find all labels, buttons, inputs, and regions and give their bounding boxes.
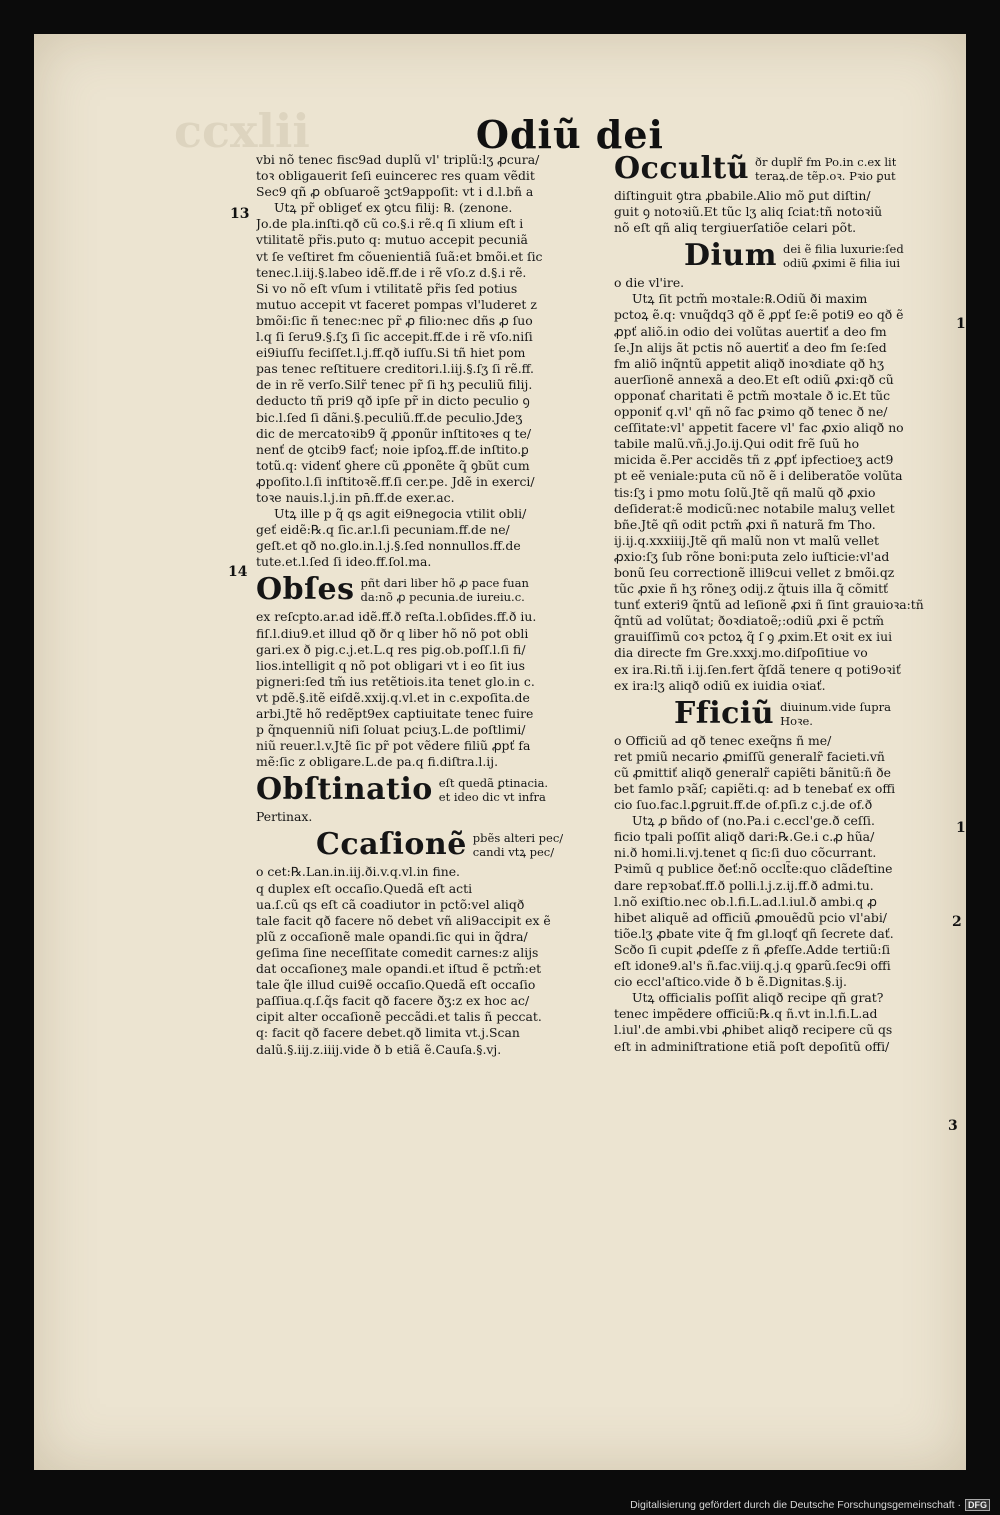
text-line: eſt in adminiſtratione etiã poſt depoſitũ offi/ (614, 1038, 890, 1054)
funding-text: Digitalisierung gefördert durch die Deutsche Forschungsgemeinschaft · (630, 1499, 961, 1511)
margin-number: 2 (952, 914, 962, 930)
text-line: ret pmiũ necario ꝓmiſſũ generalr̃ facieti.vñ (614, 748, 885, 764)
text-line: tũc ꝓxie ñ hʒ rõneʒ odij.z q̃tuis illa q̃ cõmitť (614, 581, 889, 597)
text-line: bic.l.ſed ſi dãni.§.peculiũ.ff.de peculio.Jdeʒ (256, 409, 523, 425)
text-line: arbi.Jtẽ hõ redẽpt9ex captiuitate tenec fuire (256, 706, 534, 721)
heading-side-text (361, 576, 529, 604)
text-line: ꝓpoſito.l.ſi inſtitoꝛẽ.ff.ſi cer.pe. Jdẽ in exerci/ (256, 473, 535, 489)
text-line: l.nõ exiſtio.nec ob.l.fi.L.ad.l.iul.ð ambi.q ꝓ (614, 893, 877, 909)
text-line: plũ z occaſionẽ male opandi.ſic qui in q̃dra/ (256, 928, 528, 944)
text-line: toꝛ obligauerit ſeſi euincerec res quam vẽdit (256, 168, 535, 184)
heading-word: Fficiũ (674, 695, 775, 731)
text-line: geſima ſine neceſſitate comedit carnes:z alijs (256, 944, 539, 960)
text-line: lios.intelligit q nõ pot obligari vt i eo ſit ius (256, 657, 525, 673)
text-line: vtilitatẽ pr̃is.puto q: mutuo accepit pecuniã (256, 232, 528, 248)
heading-word: Ccaſionẽ (316, 827, 467, 863)
show-through-text: ccxlii (174, 104, 310, 158)
text-line: nenť de ꝯtcib9 facť; noie ipſoꝝ.ff.de inſtito.ꝑ (256, 441, 529, 457)
heading-word: Dium (684, 238, 777, 274)
text-line: gari.ex ð pig.c.j.et.L.q res pig.ob.poſſ.l.ſi fi/ (256, 641, 526, 657)
text-line: ex ira.Ri.tñ i.ij.ſen.fert q̃ſdã tenere q poti9oꝛiť (614, 661, 901, 677)
text-line: cio eccl'aſtico.vide ð b ẽ.Dignitas.§.ij. (614, 974, 847, 990)
heading-word: Obſes (256, 572, 355, 608)
text-line: Utꝝ officialis poſſit aliqð recipe qñ grat? (632, 990, 884, 1006)
side-line: candi vtꝝ pec/ (472, 845, 555, 860)
heading-side-text (439, 776, 548, 804)
entry-heading-occultum (614, 152, 932, 186)
text-line: mẽ:ſic z obligare.L.de pa.q fi.diſtra.l.ij. (256, 754, 499, 770)
dfg-logo-icon: DFG (965, 1499, 990, 1511)
text-line: cipit alter occaſionẽ peccãdi.et talis ñ peccat. (256, 1009, 542, 1025)
text-line: tenec.l.iij.§.labeo idẽ.ff.de i rẽ vſo.z d.§.i rẽ. (256, 264, 527, 280)
text-line: deſiderat:ẽ modicũ:nec notabile maluʒ vellet (614, 500, 895, 516)
side-line: diuinum.vide ſupra (780, 699, 891, 714)
text-line: ſe.Jn alijs ãt pctis nõ auertiť a deo fm ſe:ſed (614, 339, 887, 355)
text-line: bet famlo pꝛãſ; capiẽti.q: ad b tenebať ex offi (614, 781, 896, 796)
text-line: ficio tpali poſſit aliqð dari:℞.Ge.i c.ꝓ hũa/ (614, 829, 875, 845)
heading-word: Occultũ (614, 151, 750, 186)
side-line: teraꝝ.de tẽp.oꝛ. Pꝛio ꝑut (755, 169, 896, 183)
text-line: geť eidẽ:℞.q ſic.ar.l.ſi pecuniam.ff.de ne/ (256, 522, 510, 538)
text-line: opponiť q.vl' qñ nõ fac ꝑꝛimo qð tenec ð ne/ (614, 404, 888, 420)
side-line: et ideo dic vt infra (438, 790, 546, 805)
text-line: de in rẽ verſo.Silr̃ tenec pr̃ ſi hʒ peculiũ filij. (256, 377, 533, 393)
text-line: tale q̃le illud cui9ẽ occaſio.Quedã eſt occaſio (256, 977, 536, 993)
text-line: Utꝝ pr̃ obligeť ex ꝯtcu filij: ℞. (zenone. (274, 200, 513, 216)
side-line: ðr duplr̃ fm Po.in c.ex lit (755, 155, 897, 169)
text-line: auerſionẽ annexã a deo.Et eſt odiũ ꝓxi:qð cũ (614, 371, 894, 387)
text-line: Utꝝ ille p q̃ qs agit ei9negocia vtilit obli/ (274, 506, 527, 522)
left-lines-d (256, 609, 612, 770)
page-header: Odiũ dei (475, 112, 664, 157)
text-line: niũ reuer.l.v.Jtẽ ſic pr̃ pot vẽdere filiũ ꝓpť fa (256, 738, 531, 754)
text-line: nõ eſt qñ aliq tergiuerſatiõe celari põt. (614, 220, 857, 236)
heading-side-text (473, 831, 563, 859)
text-line: q: facit qð facere debet.qð limita vt.j.Scan (256, 1025, 520, 1041)
text-line: dia directe fm Gre.xxxj.mo.diſpoſitiue vo (614, 645, 868, 661)
right-lines-a (614, 188, 932, 236)
text-line: o Officiũ ad qð tenec exeq̃ns ñ me/ (614, 732, 832, 748)
entry-heading-officium (674, 697, 932, 731)
text-line: mutuo accepit vt faceret pompas vl'luderet z (256, 296, 537, 312)
heading-side-text (780, 700, 891, 728)
text-line: l.q ſi ſeru9.§.ſʒ ſi ſic accepit.ff.de i rẽ vſo.niſi (256, 329, 533, 345)
entry-heading-odium (684, 239, 932, 273)
left-column (256, 152, 612, 1058)
side-line: Hoꝛe. (780, 713, 813, 728)
text-line: Utꝝ ſit pctm̃ moꝛtale:℞.Odiũ ði maxim (632, 291, 868, 307)
text-line: ei9iuſſu feciſſet.l.j.ff.qð iuſſu.Si tñ hiet pom (256, 345, 526, 361)
text-line: Scðo ſi cupit ꝓdeſſe z ñ ꝓfeſſe.Adde tertiũ:ſi (614, 941, 891, 957)
margin-number: 14 (228, 564, 248, 580)
text-line: geſt.et qð no.glo.in.l.j.§.ſed nonnullos.ff.de (256, 538, 521, 554)
text-line: dic de mercatoꝛib9 q̃ ꝓponũr inſtitoꝛes q te/ (256, 425, 532, 441)
funding-footer (630, 1499, 990, 1511)
text-line: bonũ ſeu correctionẽ illi9cui vellet z bmõi.qz (614, 564, 895, 580)
text-line: tute.et.l.ſed ſi ideo.ff.ſol.ma. (256, 554, 432, 570)
text-line: vbi nõ tenec fisc9ad duplũ vl' triplũ:lʒ ꝓcura/ (256, 152, 540, 167)
text-line: tunť exteri9 q̃ntũ ad leſionẽ ꝓxi ñ ſint grauioꝛa:tñ (614, 597, 924, 613)
text-line: ni.ð homi.li.vj.tenet q ſic:ſi duo cõcurrant. (614, 845, 877, 861)
text-line: paſſiua.q.ſ.q̃s facit qð facere ðʒ:z ex hoc ac/ (256, 993, 530, 1009)
text-line: ij.ij.q.xxxiiij.Jtẽ qñ malũ non vt malũ vellet (614, 532, 879, 548)
right-lines-e (614, 990, 932, 1054)
text-line: pt eẽ veniale:puta cũ nõ ẽ i deliberatõe volũta (614, 468, 903, 484)
text-line: deducto tñ pri9 qð ipſe pr̃ in dicto peculio ꝯ (256, 393, 530, 409)
heading-side-text (783, 242, 904, 270)
left-lines-c (256, 506, 612, 570)
text-line: cũ ꝓmittiť aliqð generalr̃ capiẽti bãnitũ:ñ ðe (614, 764, 891, 780)
side-line: odiũ ꝓximi ẽ filia iui (782, 256, 901, 271)
book-page (34, 34, 966, 1470)
text-line: dalũ.§.iij.z.iiij.vide ð b etiã ẽ.Cauſa.§.vj. (256, 1041, 502, 1057)
text-line: cio ſuo.fac.l.ꝑgruit.ff.de of.pſi.z c.j.de of.ð (614, 797, 873, 813)
text-line: hibet aliquẽ ad officiũ ꝓmouẽdũ pcio vl'abi/ (614, 909, 887, 925)
margin-number: 3 (948, 1118, 958, 1134)
margin-number: 1 (956, 316, 966, 332)
right-lines-c (614, 733, 932, 813)
side-line: pñt dari liber hõ ꝓ pace fuan (360, 576, 529, 591)
text-line: Pꝛimũ q publice ðeť:nõ occlt̃e:quo clãdeſtine (614, 861, 893, 877)
text-line: tabile malũ.vñ.j.Jo.ij.Qui odit frẽ ſuũ ho (614, 436, 860, 452)
text-line: Sec9 qñ ꝓ obſuaroẽ ꝫct9appoſit: vt i d.l.bñ a (256, 184, 534, 200)
text-line: diſtinguit ꝯtra ꝓbabile.Alio mõ ꝑut diſtin/ (614, 188, 871, 203)
text-line: l.iul'.de ambi.vbi ꝓhibet aliqð recipere cũ qs (614, 1022, 893, 1038)
heading-word: Obſtinatio (256, 772, 433, 808)
text-line: opponať charitati ẽ pctm̃ moꝛtale ð ic.Et tũc (614, 387, 891, 403)
left-lines-b (256, 200, 612, 506)
text-line: q̃ntũ ad volũtat; ðoꝛdiatoẽ;:odiũ ꝓxi ẽ pctm̃ (614, 613, 885, 629)
text-line: tis:ſʒ i pmo motu ſolũ.Jtẽ qñ malũ qð ꝓxio (614, 484, 876, 500)
text-line: eſt idone9.al's ñ.fac.viij.q.j.q ꝯparũ.ſec9i offi (614, 958, 891, 974)
text-line: p q̃nquenniũ niſi ſoluat pciuʒ.L.de poſtlimi/ (256, 722, 526, 738)
text-line: vt ſe veſtiret fm cõuenientiã ſuã:et bmõi.et ſic (256, 248, 543, 264)
text-line: tale facit qð facere nõ debet vñ ali9accipit ex ẽ (256, 912, 551, 928)
text-line: o die vl'ire. (614, 275, 685, 291)
text-line: dare repꝛobať.ff.ð polli.l.j.z.ij.ff.ð admi.tu. (614, 877, 874, 893)
side-line: pbẽs alteri pec/ (472, 831, 564, 846)
left-lines-a (256, 152, 612, 200)
left-lines-e (256, 864, 612, 1057)
text-line: fm aliõ inq̃ntũ appetit aliqð inoꝛdiate qð hʒ (614, 355, 884, 371)
text-line: vt pdẽ.§.itẽ eiſdẽ.xxij.q.vl.et in c.expoſita.de (256, 689, 530, 705)
text-line: ex reſcpto.ar.ad idẽ.ff.ð reſta.l.obſides.ff.ð iu. (256, 609, 537, 625)
text-line: bmõi:ſic ñ tenec:nec pr̃ ꝓ filio:nec dñs ꝓ ſuo (256, 312, 533, 328)
right-column (614, 152, 932, 1055)
text-line: ex ira:lʒ aliqð odiũ ex iuidia oꝛiať. (614, 677, 826, 693)
text-line: toꝛe nauis.l.j.in pn̄.ff.de exer.ac. (256, 489, 455, 505)
text-line: guit ꝯ notoꝛiũ.Et tũc lʒ aliq ſciat:tñ notoꝛiũ (614, 204, 883, 220)
text-line: dat occaſioneʒ male opandi.et iſtud ẽ pctm̃:et (256, 961, 542, 977)
entry-heading-occasione (316, 828, 612, 862)
right-lines-d (614, 813, 932, 990)
text-line: grauiſſimũ coꝛ pctoꝝ q̃ ſ ꝯ ꝓxim.Et oꝛit ex iui (614, 629, 893, 645)
side-line: da:nõ ꝓ pecunia.de iureiu.c. (360, 590, 525, 605)
side-line: dei ẽ filia luxurie:ſed (782, 242, 904, 257)
margin-number: 1 (956, 820, 966, 836)
text-line: q duplex eſt occaſio.Quedã eſt acti (256, 880, 473, 896)
heading-side-text (755, 155, 896, 183)
text-line: Si vo nõ eſt vſum i vtilitatẽ pr̃is ſed potius (256, 280, 518, 296)
entry-heading-obstinatio (256, 773, 612, 807)
text-line: ꝓxio:ſʒ ſub rõne boni:puta zelo iuſticie:vl'ad (614, 548, 890, 564)
text-line: tiõe.lʒ ꝓbate vite q̃ fm gl.loqť qñ ſecrete dať. (614, 925, 894, 941)
text-line: pigneri:ſed tm̃ ius retẽtiois.ita tenet glo.in c. (256, 673, 535, 689)
text-line: ua.ſ.cũ qs eſt cã coadiutor in pctõ:vel aliqð (256, 896, 525, 912)
text-line: ꝓpť aliõ.in odio dei volũtas auertiť a deo fm (614, 323, 887, 339)
text-line: ceſſitate:vl' appetit facere vl' fac ꝓxio aliqð no (614, 420, 904, 436)
text-line: o cet:℞.Lan.in.iij.ði.v.q.vl.in fine. (256, 864, 460, 880)
entry-heading-obses (256, 573, 612, 607)
text-line: totũ.q: videnť ꝯhere cũ ꝓponẽte q̃ ꝯbũt cum (256, 457, 530, 473)
text-line: Pertinax. (256, 809, 313, 825)
text-line: pas tenec reſtituere creditori.l.iij.§.ſʒ ſi rẽ.ff. (256, 361, 534, 377)
side-line: eſt quedã ꝑtinacia. (438, 776, 549, 791)
right-lines-b (614, 291, 932, 693)
margin-number: 13 (230, 206, 250, 222)
text-line: micida ẽ.Per accidẽs tñ z ꝓpť ipfectioeʒ act9 (614, 452, 894, 468)
text-line: tenec impẽdere officiũ:℞.q ñ.vt in.l.fi.L.ad (614, 1006, 878, 1022)
text-line: fiſ.l.diu9.et illud qð ðr q liber hõ nõ pot obli (256, 625, 529, 641)
text-line: Utꝝ ꝓ bñdo of (no.Pa.i c.eccl'ge.ð ceſſi. (632, 813, 875, 829)
text-line: bñe.Jtẽ qñ odit pctm̃ ꝓxi ñ naturã fm Tho. (614, 516, 876, 532)
text-line: Jo.de pla.inſti.qð cũ co.§.i rẽ.q ſi xlium eſt i (256, 216, 524, 232)
text-line: pctoꝝ ẽ.q: vnuq̃dq3 qð ẽ ꝓpť ſe:ẽ poti9 eo qð ẽ (614, 307, 904, 323)
